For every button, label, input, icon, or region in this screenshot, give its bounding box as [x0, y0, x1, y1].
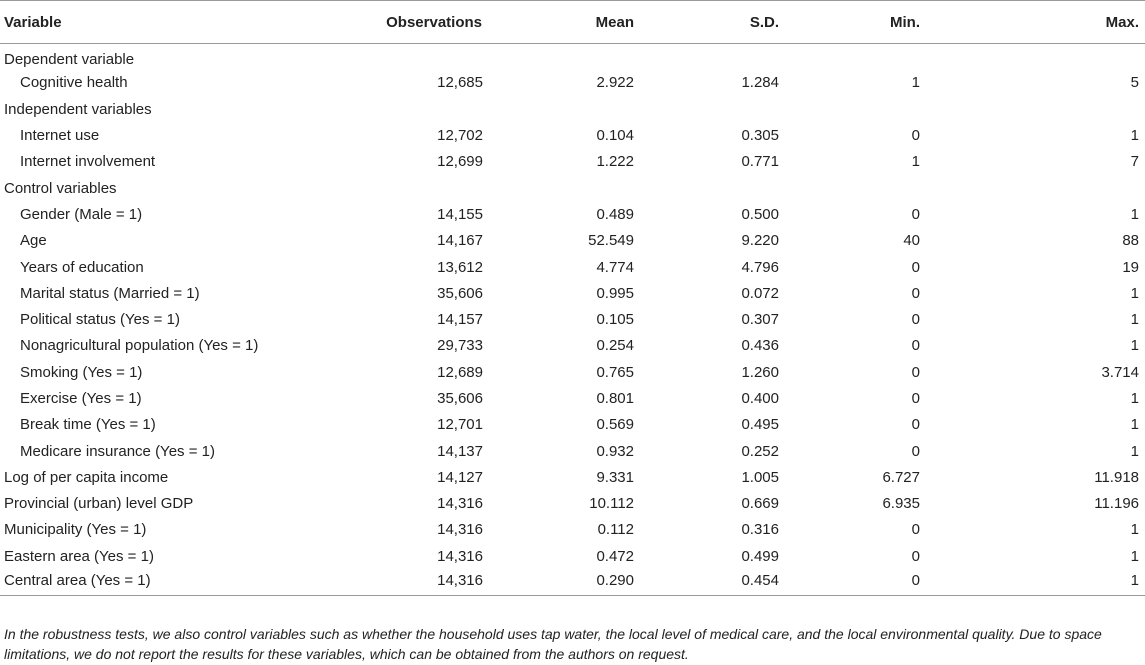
sd-cell — [650, 175, 810, 201]
variable-name: Internet use — [20, 127, 100, 145]
sd-cell: 0.252 — [741, 442, 779, 460]
observations-cell: 12,699 — [437, 153, 483, 171]
table-row — [0, 306, 1145, 332]
max-cell: 1 — [1130, 337, 1139, 355]
min-cell: 0 — [911, 390, 920, 407]
sd-cell: 0.500 — [741, 205, 779, 223]
observations-cell: 14,316 — [360, 569, 485, 595]
variable-name: Internet involvement — [20, 153, 156, 171]
mean-cell: 52.549 — [588, 232, 634, 250]
observations-cell — [360, 175, 485, 201]
mean-cell: 0.569 — [596, 416, 634, 434]
table-footnote: In the robustness tests, we also control variables such as whether the household uses tap water, the local level of medical care, and the local environmental quality. Due to space limitations, we do not report the results for these variables, which can be obtained from the authors on request. — [4, 626, 1102, 662]
variable-name: Municipality (Yes = 1) — [4, 521, 147, 539]
observations-cell: 12,701 — [437, 416, 483, 434]
header-variable: Variable — [0, 1, 360, 44]
max-cell: 5 — [1130, 74, 1139, 92]
min-cell — [810, 44, 958, 70]
sd-cell: 0.307 — [741, 311, 779, 329]
section-row — [0, 96, 1145, 122]
sd-cell: 0.305 — [741, 127, 779, 145]
min-cell: 0 — [911, 442, 920, 460]
min-cell — [810, 96, 958, 122]
min-cell: 0 — [911, 311, 920, 329]
variable-name: Eastern area (Yes = 1) — [4, 547, 154, 565]
max-cell: 1 — [1130, 521, 1139, 539]
variable-name: Central area (Yes = 1) — [0, 569, 360, 595]
observations-cell: 14,316 — [437, 521, 483, 539]
min-cell: 0 — [911, 127, 920, 145]
max-cell: 1 — [1130, 390, 1139, 407]
section-row — [0, 175, 1145, 201]
mean-cell: 0.104 — [596, 127, 634, 145]
table-row — [0, 228, 1145, 254]
max-cell: 1 — [1130, 416, 1139, 434]
observations-cell: 14,127 — [437, 468, 483, 486]
min-cell: 0 — [911, 284, 920, 302]
sd-cell: 9.220 — [741, 232, 779, 250]
max-cell: 1 — [1130, 547, 1139, 565]
sd-cell — [650, 44, 810, 70]
sd-cell: 0.400 — [741, 390, 779, 407]
min-cell: 0 — [911, 258, 920, 276]
table-row — [0, 464, 1145, 490]
variable-name: Political status (Yes = 1) — [20, 311, 180, 329]
max-cell: 1 — [1130, 205, 1139, 223]
mean-cell: 9.331 — [596, 468, 634, 486]
max-cell: 1 — [1130, 442, 1139, 460]
max-cell: 11.196 — [1094, 495, 1139, 513]
variable-name: Years of education — [20, 258, 144, 276]
sd-cell: 0.072 — [741, 284, 779, 302]
section-label: Control variables — [4, 179, 117, 197]
variable-name: Log of per capita income — [4, 468, 169, 486]
observations-cell: 14,316 — [437, 495, 483, 513]
mean-cell: 0.489 — [596, 205, 634, 223]
max-cell: 1 — [1130, 284, 1139, 302]
sd-cell: 0.436 — [741, 337, 779, 355]
max-cell: 88 — [1122, 232, 1139, 250]
mean-cell: 10.112 — [589, 495, 634, 513]
min-cell: 0 — [911, 363, 920, 381]
mean-cell: 0.105 — [596, 311, 634, 329]
min-cell: 1 — [911, 153, 920, 171]
mean-cell — [485, 44, 650, 70]
observations-cell: 14,137 — [437, 442, 483, 460]
mean-cell: 0.254 — [596, 337, 634, 355]
observations-cell: 12,689 — [437, 363, 483, 381]
section-row — [0, 44, 1145, 70]
table-row — [0, 491, 1145, 517]
sd-cell: 0.316 — [741, 521, 779, 539]
max-cell: 1 — [1130, 127, 1139, 145]
min-cell: 0 — [911, 205, 920, 223]
header-observations: Observations — [360, 1, 485, 44]
header-mean: Mean — [485, 1, 650, 44]
table-row — [0, 412, 1145, 438]
section-label: Dependent variable — [4, 51, 135, 69]
variable-name: Break time (Yes = 1) — [20, 416, 156, 434]
variable-name: Gender (Male = 1) — [20, 205, 143, 223]
max-cell: 1 — [1130, 311, 1139, 329]
mean-cell: 0.472 — [596, 547, 634, 565]
observations-cell — [360, 96, 485, 122]
table-row — [0, 122, 1145, 148]
section-label: Independent variables — [4, 100, 152, 118]
observations-cell: 14,155 — [437, 205, 483, 223]
table-row — [0, 385, 1145, 411]
variable-name: Cognitive health — [20, 74, 128, 92]
sd-cell: 1.284 — [741, 74, 779, 92]
table-body — [0, 44, 1145, 596]
min-cell — [810, 175, 958, 201]
table-row — [0, 149, 1145, 175]
table-row — [0, 517, 1145, 543]
observations-cell: 14,167 — [437, 232, 483, 250]
min-cell: 1 — [911, 74, 920, 92]
mean-cell: 0.995 — [596, 284, 634, 302]
observations-cell: 14,157 — [437, 311, 483, 329]
sd-cell: 1.260 — [741, 363, 779, 381]
observations-cell — [360, 44, 485, 70]
min-cell: 0 — [911, 416, 920, 434]
max-cell — [958, 44, 1145, 70]
max-cell: 1 — [958, 569, 1145, 595]
mean-cell — [485, 175, 650, 201]
observations-cell: 14,316 — [437, 547, 483, 565]
max-cell: 3.714 — [1101, 363, 1139, 381]
header-max: Max. — [958, 1, 1145, 44]
table-row — [0, 569, 1145, 595]
observations-cell: 13,612 — [437, 258, 483, 276]
table-row — [0, 438, 1145, 464]
table-row — [0, 543, 1145, 569]
table-row — [0, 333, 1145, 359]
variable-name: Nonagricultural population (Yes = 1) — [20, 337, 259, 355]
min-cell: 40 — [903, 232, 920, 250]
variable-name: Smoking (Yes = 1) — [20, 363, 143, 381]
observations-cell: 35,606 — [437, 390, 483, 407]
max-cell: 7 — [1130, 153, 1139, 171]
header-row — [0, 1, 1145, 44]
table-row — [0, 254, 1145, 280]
sd-cell: 4.796 — [741, 258, 779, 276]
variable-name: Provincial (urban) level GDP — [4, 495, 194, 513]
sd-cell: 0.771 — [741, 153, 779, 171]
min-cell: 0 — [911, 337, 920, 355]
header-sd: S.D. — [650, 1, 810, 44]
observations-cell: 12,702 — [437, 127, 483, 145]
sd-cell: 0.454 — [650, 569, 810, 595]
mean-cell — [485, 96, 650, 122]
table-row — [0, 280, 1145, 306]
sd-cell: 0.499 — [741, 547, 779, 565]
table-row — [0, 70, 1145, 96]
variable-name: Marital status (Married = 1) — [20, 284, 200, 302]
max-cell — [958, 175, 1145, 201]
min-cell: 6.727 — [882, 468, 920, 486]
max-cell — [958, 96, 1145, 122]
table-row — [0, 201, 1145, 227]
table-header — [0, 1, 1145, 44]
mean-cell: 1.222 — [596, 153, 634, 171]
mean-cell: 0.801 — [596, 390, 634, 407]
variable-name: Age — [20, 232, 47, 250]
variable-name: Medicare insurance (Yes = 1) — [20, 442, 215, 460]
min-cell: 0 — [911, 547, 920, 565]
observations-cell: 29,733 — [437, 337, 483, 355]
mean-cell: 0.932 — [596, 442, 634, 460]
mean-cell: 4.774 — [596, 258, 634, 276]
sd-cell — [650, 96, 810, 122]
sd-cell: 0.495 — [741, 416, 779, 434]
max-cell: 19 — [1122, 258, 1139, 276]
observations-cell: 12,685 — [437, 74, 483, 92]
mean-cell: 0.112 — [597, 521, 634, 539]
header-min: Min. — [810, 1, 958, 44]
mean-cell: 0.765 — [596, 363, 634, 381]
min-cell: 6.935 — [882, 495, 920, 513]
mean-cell: 2.922 — [596, 74, 634, 92]
max-cell: 11.918 — [1094, 468, 1139, 486]
table-row — [0, 359, 1145, 385]
sd-cell: 1.005 — [741, 468, 779, 486]
mean-cell: 0.290 — [485, 569, 650, 595]
observations-cell: 35,606 — [437, 284, 483, 302]
min-cell: 0 — [911, 521, 920, 539]
min-cell: 0 — [810, 569, 958, 595]
sd-cell: 0.669 — [741, 495, 779, 513]
variable-name: Exercise (Yes = 1) — [20, 390, 142, 407]
